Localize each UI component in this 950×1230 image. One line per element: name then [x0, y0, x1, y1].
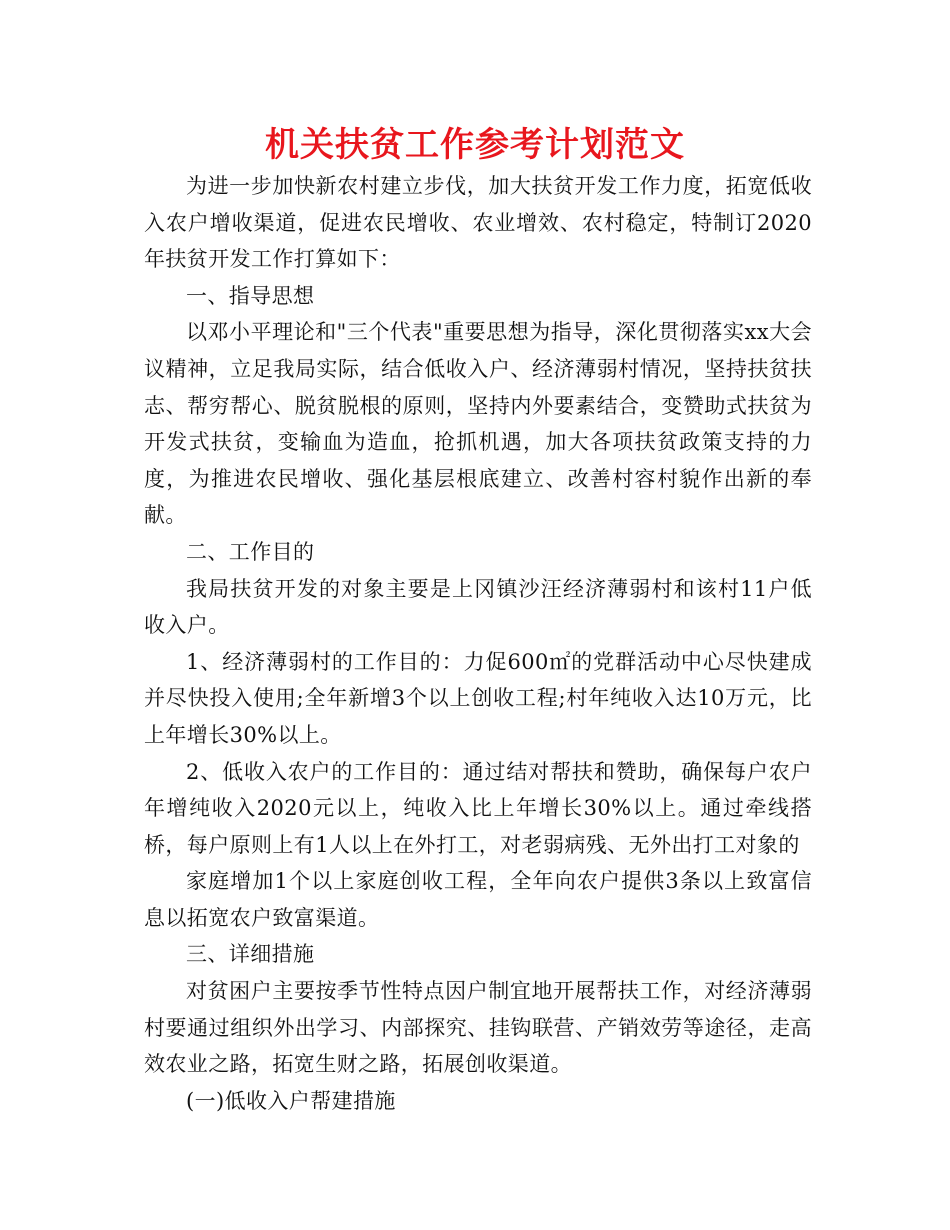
section-heading-guiding-ideology: 一、指导思想: [186, 283, 315, 308]
document-title: 机关扶贫工作参考计划范文: [265, 125, 685, 165]
section-heading-work-goals: 二、工作目的: [186, 539, 315, 564]
intro-paragraph: 为进一步加快新农村建立步伐，加大扶贫开发工作力度，拓宽低收入农户增收渠道，促进农民增收、农业增效、农村稳定，特制订2020年扶贫开发工作打算如下：: [144, 174, 812, 272]
guiding-ideology-paragraph: 以邓小平理论和"三个代表"重要思想为指导，深化贯彻落实xx大会议精神，立足我局实际，结合低收入户、经济薄弱村情况，坚持扶贫扶志、帮穷帮心、脱贫脱根的原则，坚持内外要素结合，变赞助式扶贫为开发式扶贫，变输血为造血，抢抓机遇，加大各项扶贫政策支持的力度，为推进农民增收、强化基层根底建立、改善村容村貌作出新的奉献。: [144, 320, 812, 528]
subsection-heading-low-income-measures: (一)低收入户帮建措施: [186, 1088, 396, 1113]
village-goals-paragraph: 1、经济薄弱村的工作目的：力促600㎡的党群活动中心尽快建成并尽快投入使用;全年新增3个以上创收工程;村年纯收入达10万元，比上年增长30%以上。: [144, 649, 812, 747]
document-body: [144, 168, 812, 1119]
detailed-measures-paragraph: 对贫困户主要按季节性特点因户制宜地开展帮扶工作，对经济薄弱村要通过组织外出学习、内部探究、挂钩联营、产销效劳等途径，走高效农业之路，拓宽生财之路，拓展创收渠道。: [144, 979, 812, 1077]
work-goals-paragraph: 我局扶贫开发的对象主要是上冈镇沙汪经济薄弱村和该村11户低收入户。: [144, 576, 812, 638]
household-goals-continued-paragraph: 家庭增加1个以上家庭创收工程，全年向农户提供3条以上致富信息以拓宽农户致富渠道。: [144, 869, 812, 930]
household-goals-paragraph: 2、低收入农户的工作目的：通过结对帮扶和赞助，确保每户农户年增纯收入2020元以上，纯收入比上年增长30%以上。通过牵线搭桥，每户原则上有1人以上在外打工，对老弱病残、无外出打工对象的: [144, 759, 812, 857]
section-heading-detailed-measures: 三、详细措施: [186, 942, 315, 967]
